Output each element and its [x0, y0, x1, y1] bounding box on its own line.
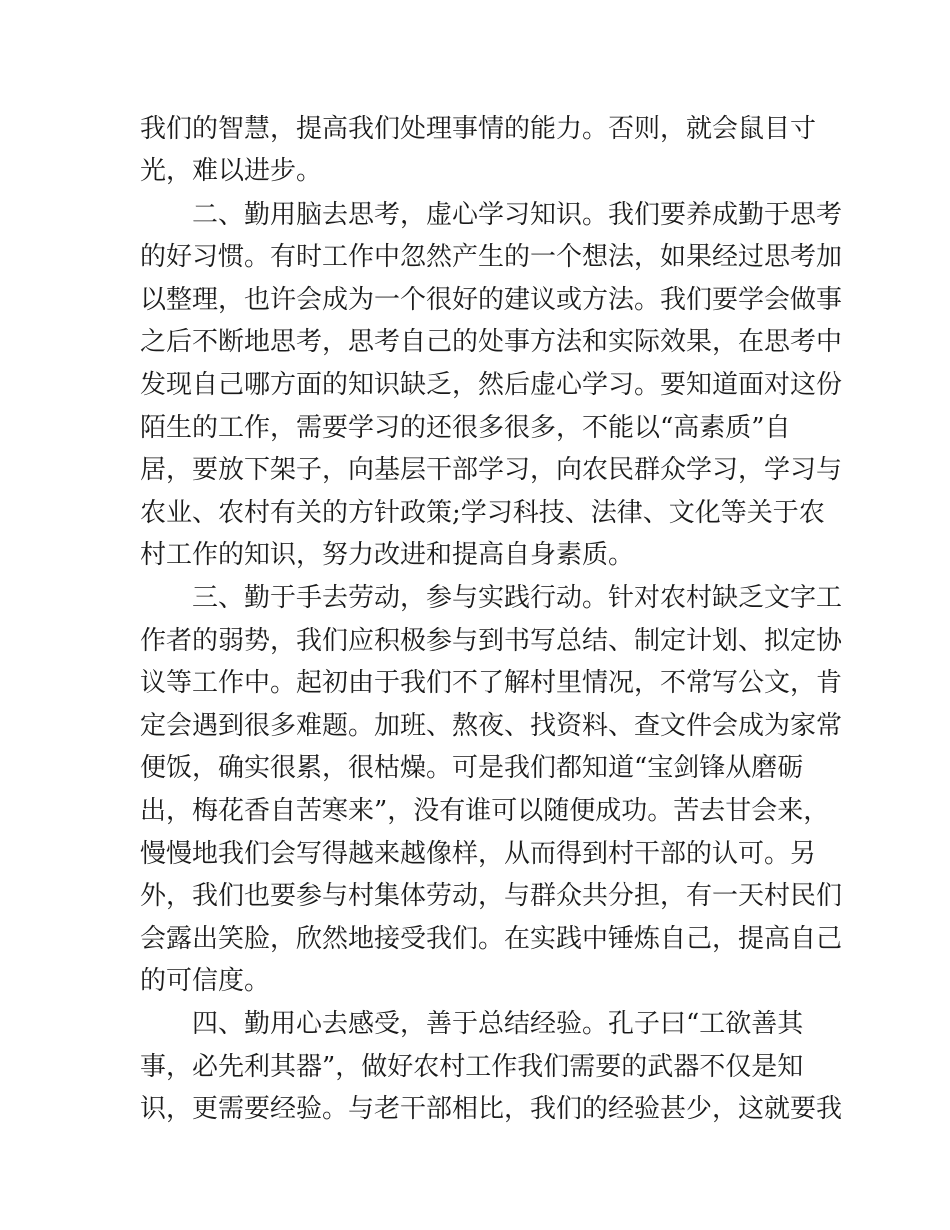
- text-line: 慢慢地我们会写得越来越像样，从而得到村干部的认可。另: [140, 839, 817, 869]
- text-line: 农业、农村有关的方针政策;学习科技、法律、文化等关于农: [140, 498, 825, 528]
- text-line: 外，我们也要参与村集体劳动，与群众共分担，有一天村民们: [140, 881, 843, 911]
- text-line: 作者的弱势，我们应积极参与到书写总结、制定计划、拟定协: [140, 626, 843, 656]
- text-line: 的好习惯。有时工作中忽然产生的一个想法，如果经过思考加: [140, 242, 843, 272]
- text-line: 陌生的工作，需要学习的还很多很多，不能以“高素质”自: [140, 413, 791, 443]
- text-line: 居，要放下架子，向基层干部学习，向农民群众学习，学习与: [140, 455, 843, 485]
- text-line: 之后不断地思考，思考自己的处事方法和实际效果，在思考中: [140, 327, 843, 357]
- text-line: 以整理，也许会成为一个很好的建议或方法。我们要学会做事: [140, 285, 843, 315]
- text-line: 事，必先利其器”，做好农村工作我们需要的武器不仅是知: [140, 1052, 804, 1082]
- text-line: 便饭，确实很累，很枯燥。可是我们都知道“宝剑锋从磨砺: [140, 753, 804, 783]
- text-line: 我们的智慧，提高我们处理事情的能力。否则，就会鼠目寸: [140, 114, 817, 144]
- text-line: 出，梅花香自苦寒来”，没有谁可以随便成功。苦去甘会来，: [140, 796, 830, 826]
- paragraph-heading-2: 二、勤用脑去思考，虚心学习知识。我们要养成勤于思考: [192, 200, 843, 230]
- text-line: 光，难以进步。: [140, 156, 323, 186]
- text-line: 定会遇到很多难题。加班、熬夜、找资料、查文件会成为家常: [140, 711, 843, 741]
- text-line: 发现自己哪方面的知识缺乏，然后虚心学习。要知道面对这份: [140, 370, 843, 400]
- text-line: 识，更需要经验。与老干部相比，我们的经验甚少，这就要我: [140, 1094, 843, 1124]
- paragraph-heading-3: 三、勤于手去劳动，参与实践行动。针对农村缺乏文字工: [192, 583, 843, 613]
- text-line: 会露出笑脸，欣然地接受我们。在实践中锤炼自己，提高自己: [140, 924, 843, 954]
- text-line: 议等工作中。起初由于我们不了解村里情况，不常写公文，肯: [140, 668, 843, 698]
- text-line: 的可信度。: [140, 966, 271, 996]
- paragraph-heading-4: 四、勤用心去感受，善于总结经验。孔子曰“工欲善其: [192, 1009, 804, 1039]
- text-line: 村工作的知识，努力改进和提高自身素质。: [140, 540, 635, 570]
